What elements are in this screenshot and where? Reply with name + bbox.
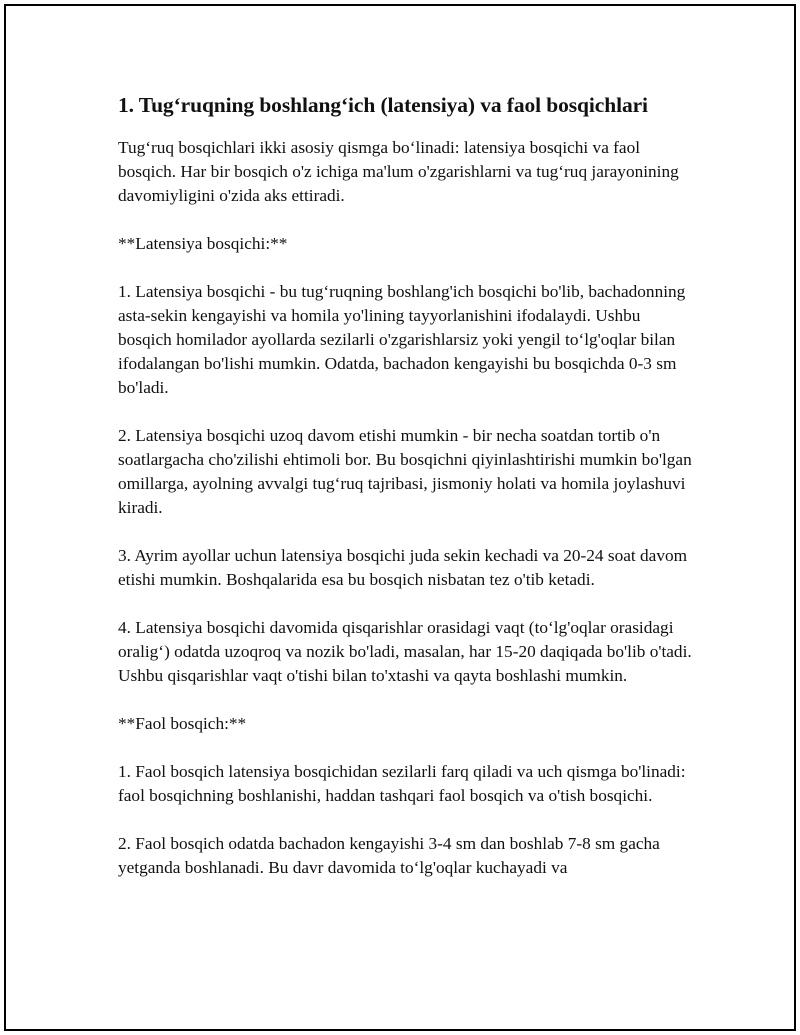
document-page: [4, 4, 796, 1031]
latent-paragraph-1: 1. Latensiya bosqichi - bu tug‘ruqning boshlang'ich bosqichi bo'lib, bachadonning asta-sekin kengayishi va homila yo'lining tayyorlanishini ifodalaydi. Ushbu bosqich homilador ayollarda sezilarli o'zgarishlarsiz yoki yengil to‘lg'oqlar bilan ifodalangan bo'lishi mumkin. Odatda, bachadon kengayishi bu bosqichda 0-3 sm bo'ladi.: [118, 282, 686, 397]
document-title: 1. Tug‘ruqning boshlang‘ich (latensiya) va faol bosqichlari: [118, 93, 648, 117]
intro-paragraph: Tug‘ruq bosqichlari ikki asosiy qismga bo‘linadi: latensiya bosqichi va faol bosqich. Har bir bosqich o'z ichiga ma'lum o'zgarishlarni va tug‘ruq jarayonining davomiyligini o'zida aks ettiradi.: [118, 138, 679, 205]
active-phase-heading: **Faol bosqich:**: [118, 714, 247, 733]
latent-paragraph-2: 2. Latensiya bosqichi uzoq davom etishi mumkin - bir necha soatdan tortib o'n soatlargacha cho'zilishi ehtimoli bor. Bu bosqichni qiyinlashtirishi mumkin bo'lgan omillarga, ayolning avvalgi tug‘ruq tajribasi, jismoniy holati va homila joylashuvi kiradi.: [118, 426, 692, 517]
active-paragraph-1: 1. Faol bosqich latensiya bosqichidan sezilarli farq qiladi va uch qismga bo'linadi: faol bosqichning boshlanishi, haddan tashqari faol bosqich va o'tish bosqichi.: [118, 762, 686, 805]
active-paragraph-2: 2. Faol bosqich odatda bachadon kengayishi 3-4 sm dan boshlab 7-8 sm gacha yetganda boshlanadi. Bu davr davomida to‘lg'oqlar kuchayadi va: [118, 834, 660, 877]
latent-paragraph-3: 3. Ayrim ayollar uchun latensiya bosqichi juda sekin kechadi va 20-24 soat davom etishi mumkin. Boshqalarida esa bu bosqich nisbatan tez o'tib ketadi.: [118, 546, 688, 589]
latent-phase-heading: **Latensiya bosqichi:**: [118, 234, 288, 253]
document-body: [118, 90, 693, 904]
latent-paragraph-4: 4. Latensiya bosqichi davomida qisqarishlar orasidagi vaqt (to‘lg'oqlar orasidagi oralig‘) odatda uzoqroq va nozik bo'ladi, masalan, har 15-20 daqiqada bo'lib o'tadi. Ushbu qisqarishlar vaqt o'tishi bilan to'xtashi va qayta boshlashi mumkin.: [118, 618, 692, 685]
